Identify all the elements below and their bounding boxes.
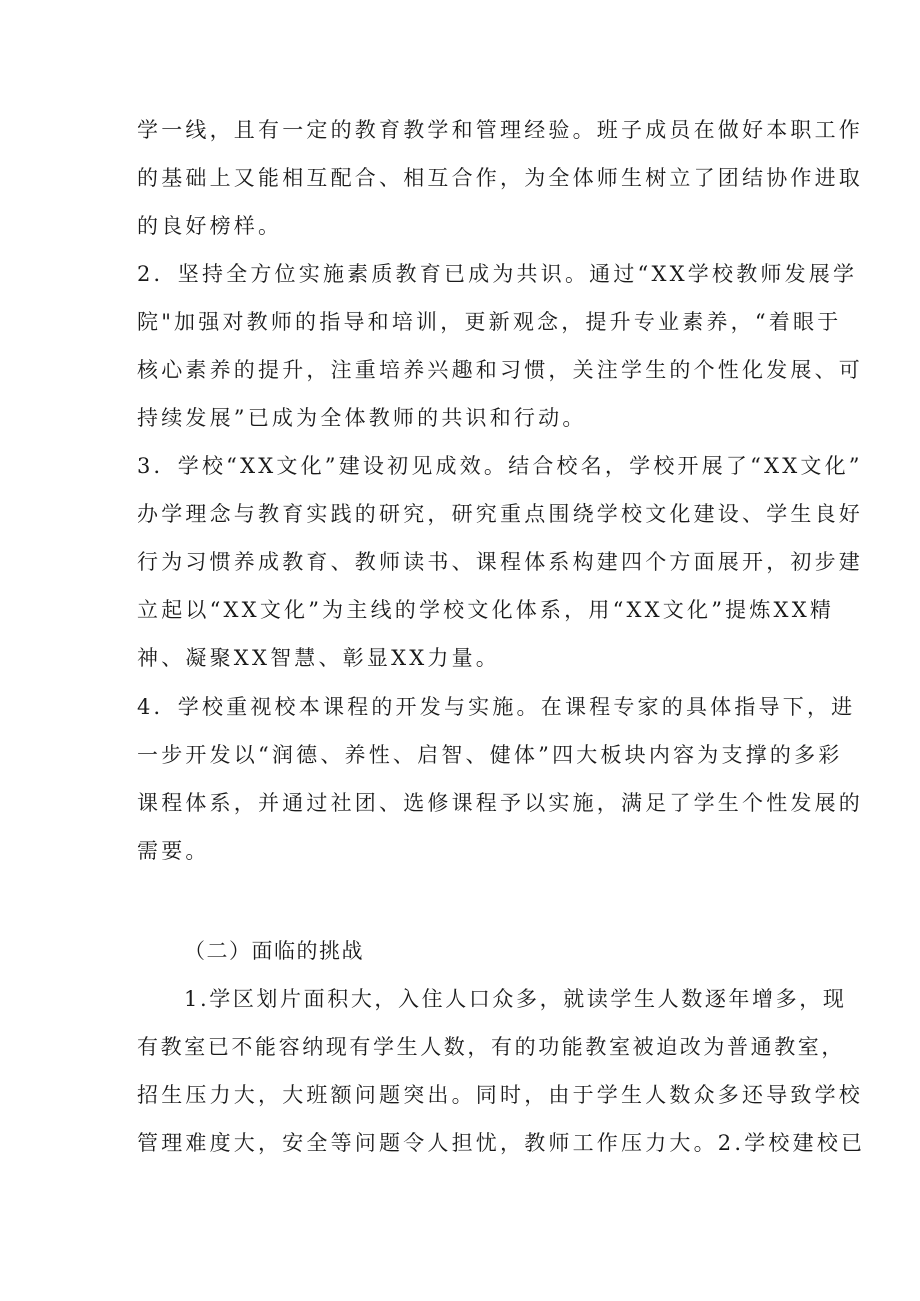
paragraph-line: 课程体系，并通过社团、选修课程予以实施，满足了学生个性发展的 bbox=[137, 791, 863, 815]
paragraph-line: 办学理念与教育实践的研究，研究重点围绕学校文化建设、学生良好 bbox=[137, 502, 863, 526]
paragraph-line: 行为习惯养成教育、教师读书、课程体系构建四个方面展开，初步建 bbox=[137, 550, 863, 574]
paragraph-line: 需要。 bbox=[137, 839, 210, 863]
paragraph-line: 4．学校重视校本课程的开发与实施。在课程专家的具体指导下，进 bbox=[137, 695, 856, 719]
paragraph-line: 3．学校“XX文化”建设初见成效。结合校名，学校开展了“XX文化” bbox=[137, 454, 863, 478]
paragraph-line: 神、凝聚XX智慧、彰显XX力量。 bbox=[137, 646, 500, 670]
paragraph-line: 招生压力大，大班额问题突出。同时，由于学生人数众多还导致学校 bbox=[137, 1083, 863, 1107]
paragraph-line: 立起以“XX文化”为主线的学校文化体系，用“XX文化”提炼XX精 bbox=[137, 598, 835, 622]
paragraph-line: 有教室已不能容纳现有学生人数，有的功能教室被迫改为普通教室， bbox=[137, 1035, 845, 1059]
paragraph-line: 院"加强对教师的指导和培训，更新观念，提升专业素养，“着眼于 bbox=[137, 310, 842, 334]
paragraph-line: 1.学区划片面积大，入住人口众多，就读学生人数逐年增多，现 bbox=[184, 987, 847, 1011]
paragraph-line: 学一线，且有一定的教育教学和管理经验。班子成员在做好本职工作 bbox=[137, 118, 863, 142]
paragraph-line: 的基础上又能相互配合、相互合作，为全体师生树立了团结协作进取 bbox=[137, 166, 863, 190]
paragraph-line: 持续发展”已成为全体教师的共识和行动。 bbox=[137, 406, 587, 430]
paragraph-line: 管理难度大，安全等问题令人担忧，教师工作压力大。2.学校建校已 bbox=[137, 1131, 866, 1155]
paragraph-line: 2．坚持全方位实施素质教育已成为共识。通过“XX学校教师发展学 bbox=[137, 262, 858, 286]
paragraph-line: 的良好榜样。 bbox=[137, 214, 283, 238]
paragraph-line: 核心素养的提升，注重培养兴趣和习惯，关注学生的个性化发展、可 bbox=[137, 358, 863, 382]
paragraph-line: 一步开发以“润德、养性、启智、健体”四大板块内容为支撑的多彩 bbox=[137, 743, 843, 767]
section-heading: （二）面临的挑战 bbox=[184, 939, 364, 963]
